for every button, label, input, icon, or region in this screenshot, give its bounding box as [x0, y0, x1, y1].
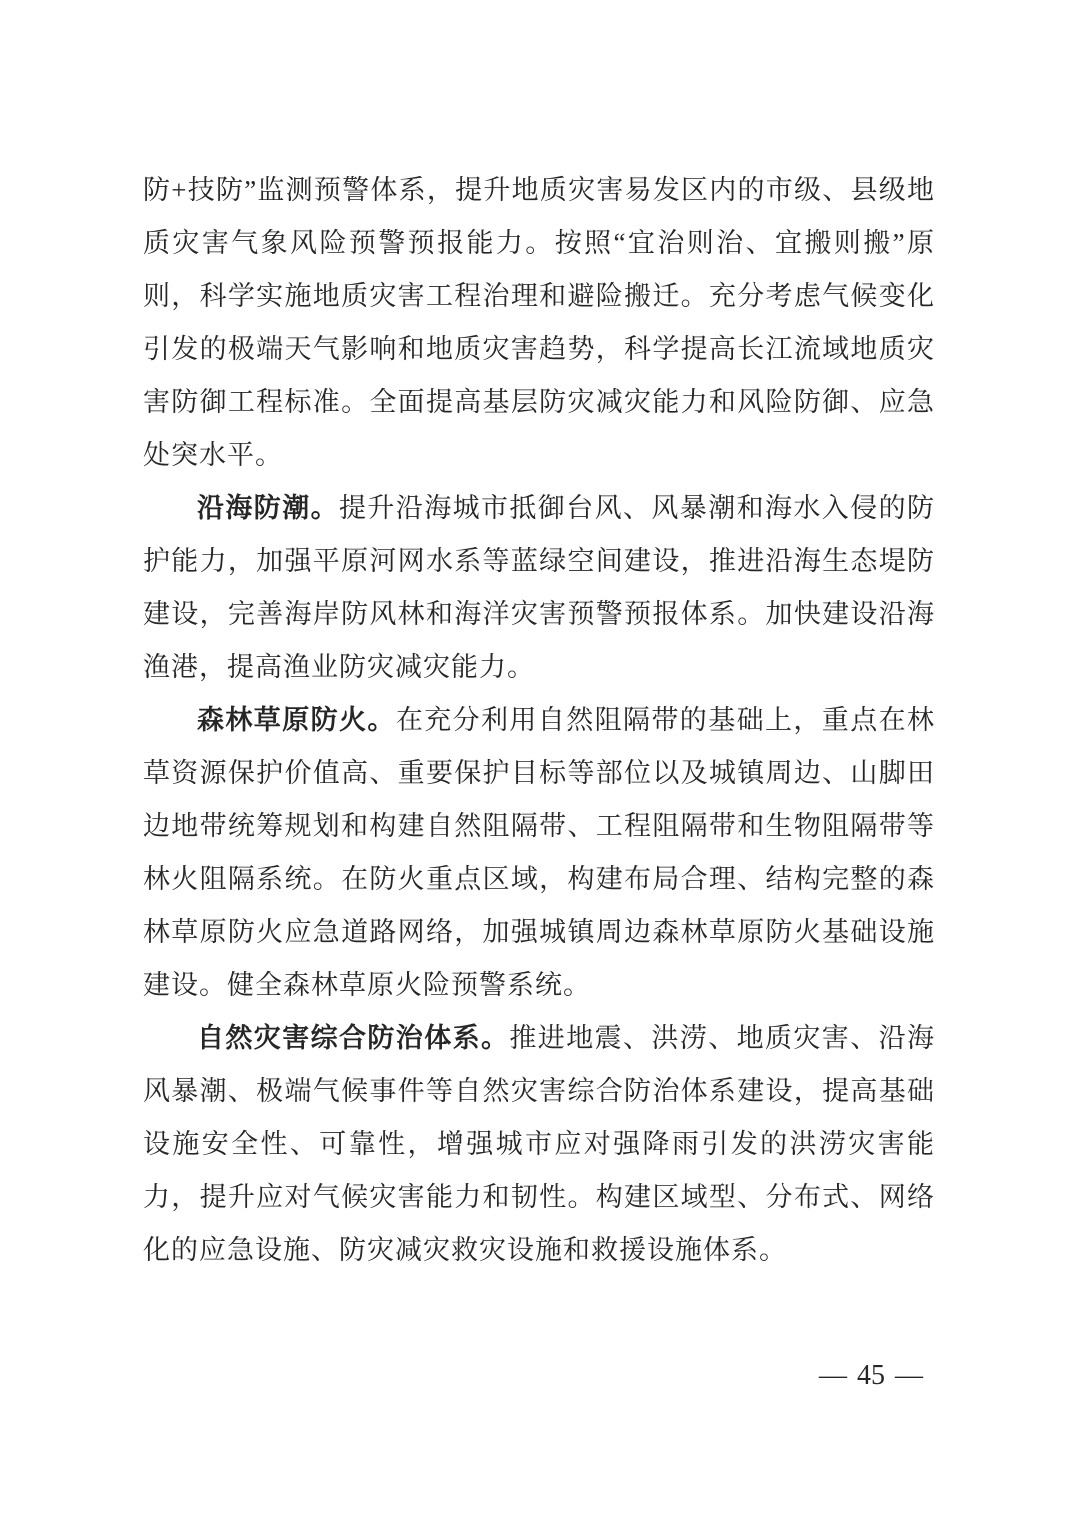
paragraph-lead: 沿海防潮。 [197, 493, 339, 523]
paragraph-text: 在充分利用自然阻隔带的基础上，重点在林草资源保护价值高、重要保护目标等部位以及城镇周边、山脚田边地带统筹规划和构建自然阻隔带、工程阻隔带和生物阻隔带等林火阻隔系统。在防火重点区域，构建布局合理、结构完整的森林草原防火应急道路网络，加强城镇周边森林草原防火基础设施建设。健全森林草原火险预警系统。 [143, 705, 936, 1000]
paragraph-forest-grassland-fire-prevention [143, 694, 935, 1012]
paragraph-text: 提升沿海城市抵御台风、风暴潮和海水入侵的防护能力，加强平原河网水系等蓝绿空间建设，推进沿海生态堤防建设，完善海岸防风林和海洋灾害预警预报体系。加快建设沿海渔港，提高渔业防灾减灾能力。 [143, 493, 935, 682]
page-number-dash-right: — [895, 1360, 923, 1391]
text-block [143, 164, 935, 1277]
paragraph-natural-disaster-prevention-system [143, 1012, 935, 1277]
paragraph-text: 防+技防”监测预警体系，提升地质灾害易发区内的市级、县级地质灾害气象风险预警预报能力。按照“宜治则治、宜搬则搬”原则，科学实施地质灾害工程治理和避险搬迁。充分考虑气候变化引发的极端天气影响和地质灾害趋势，科学提高长江流域地质灾害防御工程标准。全面提高基层防灾减灾能力和风险防御、应急处突水平。 [143, 175, 935, 470]
paragraph-lead: 自然灾害综合防治体系。 [197, 1023, 510, 1053]
paragraph-coastal-tide-protection [143, 482, 935, 694]
paragraph-geological-disaster-continued [143, 164, 935, 482]
page-number [809, 1358, 933, 1394]
paragraph-text: 推进地震、洪涝、地质灾害、沿海风暴潮、极端气候事件等自然灾害综合防治体系建设，提高基础设施安全性、可靠性，增强城市应对强降雨引发的洪涝灾害能力，提升应对气候灾害能力和韧性。构建区域型、分布式、网络化的应急设施、防灾减灾救灾设施和救援设施体系。 [143, 1023, 936, 1265]
paragraph-lead: 森林草原防火。 [197, 705, 396, 735]
page-number-value: 45 [857, 1360, 885, 1391]
page-number-dash-left: — [819, 1360, 847, 1391]
